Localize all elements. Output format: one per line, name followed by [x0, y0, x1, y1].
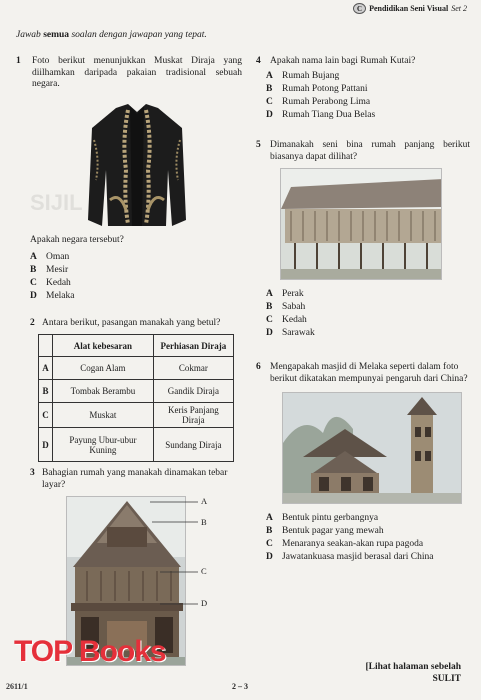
col-header-2: Perhiasan Diraja — [153, 335, 233, 357]
question-1-prompt — [30, 235, 240, 303]
label-b: B — [201, 517, 207, 527]
mosque-image — [283, 393, 462, 504]
question-2-table — [38, 334, 234, 462]
option-b[interactable]: B Mesir — [30, 264, 69, 275]
option-a[interactable]: A Perak — [266, 289, 304, 299]
question-3: 3 Bahagian rumah yang manakah dinamakan tebar layar? — [30, 468, 228, 490]
option-c[interactable]: C Rumah Perabong Lima — [266, 96, 371, 107]
header-title: Pendidikan Seni Visual — [369, 4, 449, 13]
option-a[interactable]: A Bentuk pintu gerbangnya — [266, 513, 379, 523]
masjid-photo — [282, 392, 462, 504]
page-header — [353, 3, 467, 14]
question-1 — [16, 56, 242, 91]
label-lines — [150, 496, 220, 616]
option-c[interactable]: C Menaranya seakan-akan rupa pagoda — [266, 539, 424, 549]
table-row[interactable]: A Cogan Alam Cokmar — [39, 357, 234, 380]
paper-code: 2611/1 — [6, 682, 28, 691]
label-c: C — [201, 566, 207, 576]
rumah-panjang-photo — [280, 168, 442, 280]
next-page-note: [Lihat halaman sebelah — [365, 662, 461, 672]
question-number: 1 — [16, 56, 21, 66]
page-number: 2 – 3 — [232, 682, 248, 691]
col-header-1: Alat kebesaran — [53, 335, 154, 357]
question-5-options — [266, 288, 456, 340]
option-c[interactable]: C Kedah — [30, 277, 71, 288]
publisher-logo: C — [353, 3, 366, 14]
confidential-label: SULIT — [432, 674, 461, 684]
question-6: 6 Mengapakah masjid di Melaka seperti dalam foto berikut dikatakan mempunyai pengaruh dari China? — [256, 362, 468, 384]
table-row[interactable]: C Muskat Keris Panjang Diraja — [39, 403, 234, 428]
question-text: Foto berikut menunjukkan Muskat Diraja yang diilhamkan daripada pakaian tradisional sebuah negara. — [32, 56, 242, 89]
question-5: 5 Dimanakah seni bina rumah panjang berikut biasanya dapat dilihat? — [256, 140, 470, 162]
question-subtext: Apakah negara tersebut? — [30, 235, 124, 245]
bleed-through-text: SIJIL — [30, 190, 83, 215]
option-a[interactable]: A Rumah Bujang — [266, 70, 340, 81]
label-d: D — [201, 598, 208, 608]
option-d[interactable]: D Sarawak — [266, 328, 315, 338]
option-c[interactable]: C Kedah — [266, 315, 307, 325]
question-4: 4 Apakah nama lain bagi Rumah Kutai? A Rumah Bujang B Rumah Potong Pattani C Rumah Perabong Lima D Rumah Tiang Dua Belas — [256, 56, 468, 122]
option-a[interactable]: A Oman — [30, 251, 70, 262]
table-row[interactable]: D Payung Ubur-ubur Kuning Sundang Diraja — [39, 428, 234, 462]
topbooks-watermark: TOP Books — [14, 635, 166, 668]
table-row[interactable]: B Tombak Berambu Gandik Diraja — [39, 380, 234, 403]
longhouse-image — [281, 169, 442, 280]
option-d[interactable]: D Jawatankuasa masjid berasal dari China — [266, 552, 434, 562]
jacket-image — [86, 100, 188, 230]
question-6-options — [266, 512, 466, 564]
option-b[interactable]: B Sabah — [266, 302, 306, 312]
option-d[interactable]: D Melaka — [30, 290, 75, 301]
baju-photo — [86, 100, 188, 230]
label-a: A — [201, 496, 208, 506]
option-d[interactable]: D Rumah Tiang Dua Belas — [266, 109, 376, 120]
option-b[interactable]: B Bentuk pagar yang mewah — [266, 526, 384, 536]
option-b[interactable]: B Rumah Potong Pattani — [266, 83, 368, 94]
question-2: 2 Antara berikut, pasangan manakah yang betul? — [30, 318, 221, 328]
instruction: Jawab semua soalan dengan jawapan yang tepat. — [16, 30, 207, 40]
header-set: Set 2 — [451, 4, 467, 13]
